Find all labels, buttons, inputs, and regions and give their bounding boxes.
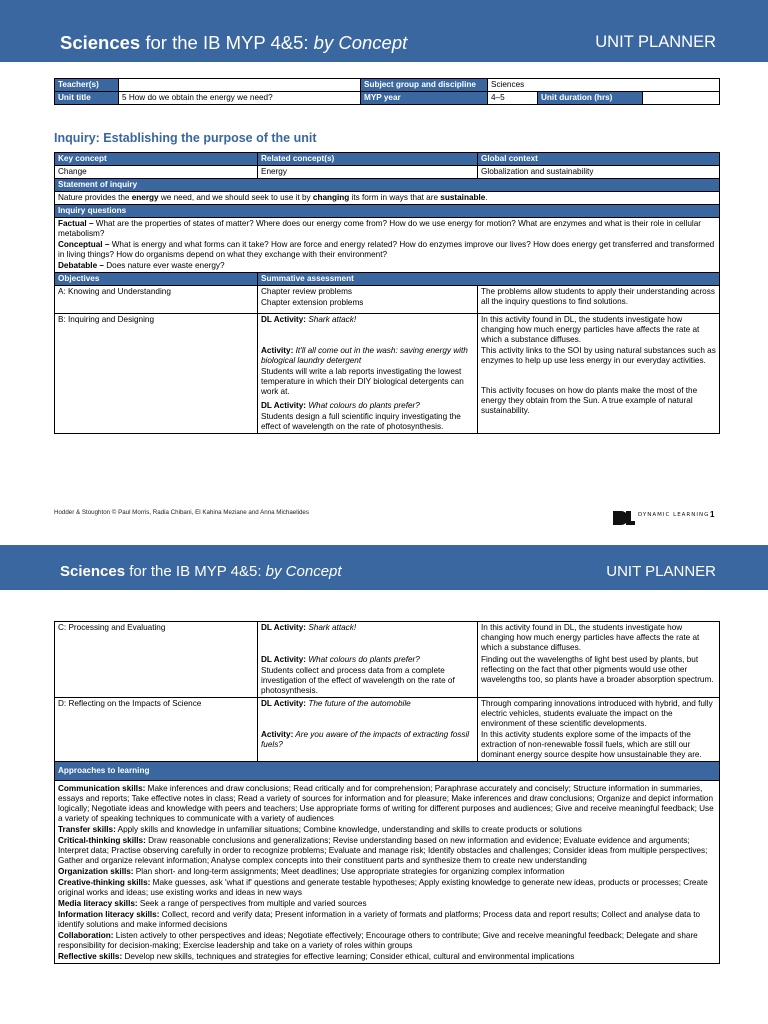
atl-label: Approaches to learning — [55, 762, 720, 781]
global-context-label: Global context — [478, 153, 720, 166]
teachers-label: Teacher(s) — [55, 79, 119, 92]
statement-of-inquiry: Nature provides the energy we need, and we should seek to use it by changing its form in ways that are sustainable. — [55, 192, 720, 205]
objective-c-assessment: DL Activity: Shark attack! DL Activity: What colours do plants prefer? Students collect and process data from a complete investigation of the effect of wavelength on the rate of photosynthesis. — [258, 622, 478, 698]
key-concept-value: Change — [55, 166, 258, 179]
conceptual-question: Conceptual – What is energy and what forms can it take? How are force and energy related? How do enzymes improve our lives? How does energy get transferred and transformed in living things? How do organisms depend on what they exchange with their environment? — [58, 240, 715, 259]
atl-skill: Transfer skills: Apply skills and knowledge in unfamiliar situations; Combine knowledge, understanding and skills to create products or solutions — [58, 825, 582, 834]
logo-text: DYNAMIC LEARNING — [638, 512, 710, 518]
atl-skills — [55, 781, 720, 964]
inquiry-heading: Inquiry: Establishing the purpose of the unit — [54, 131, 317, 145]
related-concept-value: Energy — [258, 166, 478, 179]
objective-d-note: Through comparing innovations introduced with hybrid, and fully electric vehicles, students evaluate the impact on the environment of these scientific developments. In this activity students explore some of the impacts of the extraction of non-renewable fossil fuels, which are still our dominant energy source despite how unsustainable they are. — [478, 698, 720, 762]
dynamic-learning-logo — [611, 506, 710, 532]
teachers-value — [119, 79, 361, 92]
atl-skill: Communication skills: Make inferences and draw conclusions; Read critically and for comprehension; Paraphrase accurately and concisely; Structure information in summaries, essays and reports; Take effective notes in class; Read a variety of sources for information and for pleasure; Make inferences and draw conclusions; Organize and depict information logically; Negotiate ideas and knowledge with peers and teachers; Use appropriate forms of writing for different purposes and audiences; Give and receive meaningful feedback; Use a variety of speaking techniques to communicate with a variety of audiences — [58, 784, 714, 823]
footer-credit: Hodder & Stoughton © Paul Morris, Radia Chibani, El Kahina Meziane and Anna Michaelides — [54, 509, 309, 516]
objectives-label: Objectives — [55, 273, 258, 286]
debatable-question: Debatable – Does nature ever waste energy? — [58, 261, 225, 270]
inquiry-questions-label: Inquiry questions — [55, 205, 720, 218]
inquiry-questions — [55, 218, 720, 273]
page-header-banner-2 — [0, 545, 768, 590]
subject-label: Subject group and discipline — [361, 79, 488, 92]
atl-skill: Reflective skills: Develop new skills, techniques and strategies for effective learning; Consider ethical, cultural and environmental implications — [58, 952, 575, 961]
atl-skill: Critical-thinking skills: Draw reasonable conclusions and generalizations; Revise understanding based on new information and evidence; Evaluate evidence and arguments; Interpret data; Practise observing carefully in order to recognize problems; Evaluate and manage risk; Identify obstacles and challenges; Consider ideas from multiple perspectives; Gather and organize relevant information; Analyse complex concepts into their constituent parts and synthesize them to create new understanding — [58, 836, 708, 865]
duration-value — [643, 92, 720, 105]
unit-title-value: 5 How do we obtain the energy we need? — [119, 92, 361, 105]
objective-a-note: The problems allow students to apply their understanding across all the inquiry questions to find solutions. — [478, 286, 720, 314]
atl-skill: Organization skills: Plan short- and long-term assignments; Meet deadlines; Use appropriate strategies for organizing complex information — [58, 867, 565, 876]
factual-question: Factual – What are the properties of states of matter? Where does our energy come from? How do we use energy for motion? What are enzymes and what is their role in cellular metabolism? — [58, 219, 702, 238]
atl-skill: Information literacy skills: Collect, record and verify data; Present information in a variety of formats and platforms; Process data and report results; Collect and analyse data to identify solutions and make informed decisions — [58, 910, 701, 929]
unit-title-label: Unit title — [55, 92, 119, 105]
duration-label: Unit duration (hrs) — [538, 92, 643, 105]
atl-skill: Media literacy skills: Seek a range of perspectives from multiple and varied sources — [58, 899, 367, 908]
subject-value: Sciences — [488, 79, 720, 92]
objective-b-note: In this activity found in DL, the students investigate how changing how much energy particles have affects the rate at which a substance diffuses. This activity links to the SOI by using natural substances such as enzymes to help up use less energy in our everyday activities. This activity focuses on how do plants make the most of the energy they obtain from the Sun. A true example of natural sustainability. — [478, 314, 720, 434]
atl-skill: Collaboration: Listen actively to other perspectives and ideas; Negotiate effectively; Encourage others to contribute; Give and receive meaningful feedback; Delegate and share responsibility for decision-making; Exercise leadership and take on a variety of roles within groups — [58, 931, 698, 950]
global-context-value: Globalization and sustainability — [478, 166, 720, 179]
page-number: 1 — [710, 510, 715, 519]
document-title-2: Sciences for the IB MYP 4&5: by Concept — [60, 563, 342, 580]
objective-d-assessment: DL Activity: The future of the automobile Activity: Are you aware of the impacts of extracting fossil fuels? — [258, 698, 478, 762]
objective-c-note: In this activity found in DL, the students investigate how changing how much energy particles have affects the rate at which a substance diffuses. Finding out the wavelengths of light best used by plants, but reflecting on the fact that other pigments would use other wavelengths too, so plants have a broader absorption spectrum. — [478, 622, 720, 698]
objectives-table-2 — [54, 621, 720, 964]
objective-a: A: Knowing and Understanding — [55, 286, 258, 314]
summative-assessment-label: Summative assessment — [258, 273, 720, 286]
page-header-banner — [0, 0, 768, 62]
objective-c: C: Processing and Evaluating — [55, 622, 258, 698]
key-concept-label: Key concept — [55, 153, 258, 166]
objective-d: D: Reflecting on the Impacts of Science — [55, 698, 258, 762]
objective-b: B: Inquiring and Designing — [55, 314, 258, 434]
unit-meta-table — [54, 78, 720, 105]
objective-a-assessment: Chapter review problems Chapter extension problems — [258, 286, 478, 314]
myp-year-value: 4–5 — [488, 92, 538, 105]
myp-year-label: MYP year — [361, 92, 488, 105]
objective-b-assessment: DL Activity: Shark attack! Activity: It'll all come out in the wash: saving energy with biological laundry detergent Students will write a lab reports investigating the lowest temperature in which their DIY biological detergents can work at. DL Activity: What colours do plants prefer? Students design a full scientific inquiry investigating the effect of wavelength on the rate of photosynthesis. — [258, 314, 478, 434]
document-title: Sciences for the IB MYP 4&5: by Concept — [60, 32, 408, 53]
unit-planner-label: UNIT PLANNER — [595, 33, 716, 51]
atl-skill: Creative-thinking skills: Make guesses, ask 'what if' questions and generate testable hypotheses; Apply existing knowledge to generate new ideas, products or processes; Create original works and ideas; use existing works and ideas in new ways — [58, 878, 708, 897]
inquiry-table — [54, 152, 720, 434]
statement-label: Statement of inquiry — [55, 179, 720, 192]
unit-planner-label-2: UNIT PLANNER — [606, 563, 716, 580]
related-concept-label: Related concept(s) — [258, 153, 478, 166]
